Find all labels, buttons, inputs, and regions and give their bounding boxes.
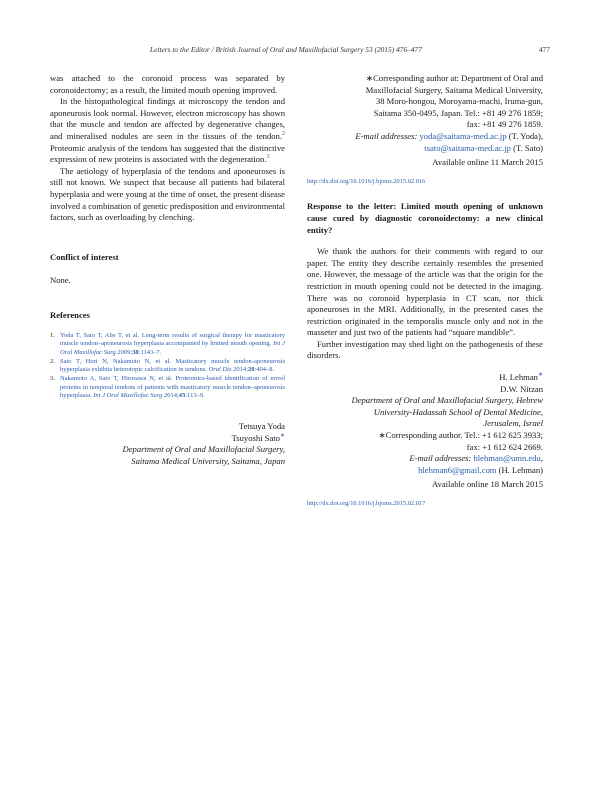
section-heading: References <box>50 309 90 320</box>
author-name: Tetsuya Yoda <box>238 421 285 432</box>
paragraph: was attached to the coronoid process was separated by coronoidectomy; as a result, the limited mouth opening improved. <box>50 73 285 95</box>
paragraph: In the histopathological findings at microscopy the tendon and aponeurosis look normal. However, electron microscopy has shown that the muscle and tendon are affected by degenerative changes, and mineralised nodules are seen in the tissues of the tendon.$^2$ Proteomic analysis of the tendons has suggested that the distinctive expression of new proteins is associated with the degeneration.$^3$ <box>50 96 285 165</box>
citation-link[interactable]: 3 <box>266 154 270 161</box>
right-column <box>307 73 543 510</box>
paragraph: We thank the authors for their comments with regard to our paper. The entity they describe certainly resembles the presented one. However, the message of the article was that the origin for the restriction in mouth opening could not be detected in the imaging. There was no coronoid hyperplasia in CT scan, nor thick aponeuroses in the MRI. Additionally, in the presented cases the restriction originated in the temporalis muscle only and not in the masseter and just two of the patients had “square mandible”. <box>307 246 543 338</box>
journal-header: Letters to the Editor / British Journal of Oral and Maxillofacial Surgery 53 (2015) 476–477 <box>150 45 422 54</box>
author-name: D.W. Nitzan <box>500 383 543 394</box>
corresponding-author-block: ∗Corresponding author at: Department of Oral and Maxillofacial Surgery, Saitama Medical University, 38 Moro-hongou, Moroyama-machi, Iruma-gun, Saitama 350-0495, Japan. Tel.: +81 49 276 1859; fax: +81 49 276 1859. E-mail addresses: yoda@saitama-med.ac.jp (T. Yoda), tsato@saitama-med.ac.jp (T. Sato) Available online 11 March 2015 <box>307 73 543 169</box>
affiliation: Department of Oral and Maxillofacial Surgery, <box>122 444 285 455</box>
author-block <box>50 421 285 467</box>
paragraph: Further investigation may shed light on the pathogenesis of these disorders. <box>307 338 543 361</box>
section-heading: Conflict of interest <box>50 251 119 262</box>
affiliation: Department of Oral and Maxillofacial Surgery, Hebrew <box>351 395 543 406</box>
email-link[interactable]: hlehman@umn.edu <box>473 453 541 464</box>
doi-link[interactable]: http://dx.doi.org/10.1016/j.bjoms.2015.02.016 <box>307 177 426 185</box>
page-number: 477 <box>538 45 550 54</box>
email-link[interactable]: tsato@saitama-med.ac.jp <box>424 142 511 153</box>
email-link[interactable]: hlehman6@gmail.com <box>418 464 497 475</box>
affiliation: University-Hadassah School of Dental Medicine, <box>373 406 543 417</box>
paragraph: The aetiology of hyperplasia of the tendons and aponeuroses is still not known. We suspect that because all patients had bilateral hyperplasia and were young at the time of onset, the present disease involved a combination of genetic predisposition and environmental factors, such as overloading by clenching. <box>50 165 285 223</box>
left-column <box>50 73 285 468</box>
reference-item[interactable]: 2. Sato T, Hori N, Nakamoto N, et al. Masticatory muscle tendon-aponeurosis hyperplasia exhibits heterotopic calcification in tendons. Oral Dis 2014;20:404–8. <box>50 357 285 374</box>
email-link[interactable]: yoda@saitama-med.ac.jp <box>419 130 507 141</box>
author-name: H. Lehman∗ <box>499 372 543 383</box>
available-online: Available online 11 March 2015 <box>432 157 543 168</box>
available-online: Available online 18 March 2015 <box>431 479 543 490</box>
affiliation: Saitama Medical University, Saitama, Japan <box>131 455 285 466</box>
doi-link[interactable]: http://dx.doi.org/10.1016/j.bjoms.2015.02.017 <box>307 500 426 507</box>
paragraph: None. <box>50 275 71 286</box>
article-title: Response to the letter: Limited mouth opening of unknown cause cured by diagnostic coronoidectomy: a new clinical entity? <box>307 201 543 235</box>
affiliation: Jerusalem, Israel <box>483 418 543 429</box>
author-name: Tsuyoshi Sato∗ <box>231 432 285 443</box>
reference-item[interactable]: 1. Yoda T, Sato T, Abe T, et al. Long-term results of surgical therapy for masticatory muscle tendon–aponeurosis hyperplasia accompanied by limited mouth opening. Int J Oral Maxillofac Surg 2009;38:1143–7. <box>50 331 285 356</box>
author-block: H. Lehman∗ D.W. Nitzan Department of Oral and Maxillofacial Surgery, Hebrew University-Hadassah School of Dental Medicine, Jerusalem, Israel ∗Corresponding author. Tel.: +1 612 625 3933; fax: +1 612 624 2669. E-mail addresses: hlehman@umn.edu, hlehman6@gmail.com (H. Lehman) Available online 18 March 2015 <box>307 372 543 491</box>
reference-list <box>50 332 285 402</box>
citation-link[interactable]: 2 <box>282 131 285 138</box>
reference-item[interactable]: 3. Nakamoto A, Sato T, Hirosawa N, et al. Proteomics-based identification of novel proteins in temporal tendons of patients with masticatory muscle tendon–aponeurosis hyperplasia. Int J Oral Maxillofac Surg 2014;43:113–9. <box>50 375 285 400</box>
